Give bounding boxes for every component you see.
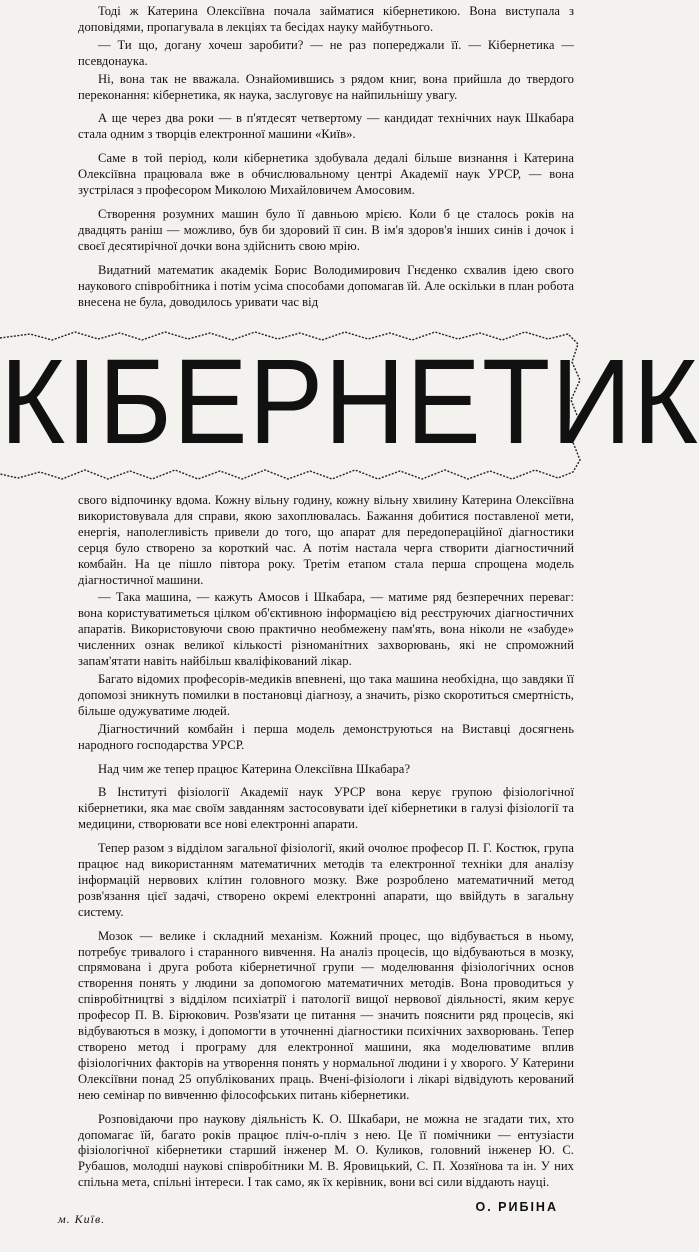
paragraph: Тоді ж Катерина Олексіївна почала займатися кібернетикою. Вона виступала з доповідями, пропагувала в лекціях та бесідах науку майбутнього. xyxy=(78,4,574,34)
article-column-bottom xyxy=(78,493,574,1193)
paragraph: Розповідаючи про наукову діяльність К. О. Шкабари, не можна не згадати тих, хто допомагає їй, багато років працює пліч-о-пліч з нею. Це її помічники — ентузіасти фізіологічної кібернетики старший інженер М. О. Куликов, головний інженер Ю. С. Рубашов, молодші наукові співробітники М. В. Яровицький, С. П. Хозяїнова та ін. У них спільна мета, спільні інтереси. І так само, як їх керівник, вони всі сили віддають науці. xyxy=(78,1111,574,1190)
paragraph: А ще через два роки — в п'ятдесят четвертому — кандидат технічних наук Шкабара стала одним з творців електронної машини «Київ». xyxy=(78,111,574,142)
article-column-top xyxy=(78,4,574,312)
paragraph: — Така машина, — кажуть Амосов і Шкабара, — матиме ряд безперечних переваг: вона користуватиметься цілком об'єктивною інформацією від реєструючих діагностичних апаратів. Використовуючи свою практично необмежену пам'ять, вона ніколи не «забуде» численних ознак великої кількості різноманітних захворювань, які не спроможний запам'ятати навіть найбільш кваліфікований лікар. xyxy=(78,590,574,669)
paragraph: свого відпочинку вдома. Кожну вільну годину, кожну вільну хвилину Катерина Олексіївна використовувала для справи, якою захоплювалась. Бажання добитися поставленої мети, енергія, наполегливість привели до того, що апарат для передопераційної діагностики серця було створено за короткий час. А потім настала черга створити діагностичний комбайн. На це пішло півтора року. Третім етапом стала перша спрощена модель діагностичної машини. xyxy=(78,493,574,587)
paragraph: Діагностичний комбайн і перша модель демонструються на Виставці досягнень народного господарства УРСР. xyxy=(78,721,574,752)
paragraph: В Інституті фізіології Академії наук УРСР вона керує групою фізіологічної кібернетики, яка має своїм завданням застосовувати ідеї кібернетики в галузі фізіології та медицини, створювати все нові електронні апарати. xyxy=(78,785,574,832)
paragraph: Ні, вона так не вважала. Ознайомившись з рядом книг, вона прийшла до твердого переконання: кібернетика, як наука, заслуговує на найпильнішу увагу. xyxy=(78,71,574,102)
paragraph: Створення розумних машин було її давньою мрією. Коли б це сталось років на двадцять раніш — можливо, був би здоровий її син. В ім'я здоров'я інших синів і дочок і своєї десятирічної дочки вона здійснить свою мрію. xyxy=(78,206,574,253)
paragraph: Саме в той період, коли кібернетика здобувала дедалі більше визнання і Катерина Олексіївна працювала вже в обчислювальному центрі Академії наук УРСР, — вона зустрілася з професором Миколою Михайловичем Амосовим. xyxy=(78,151,574,198)
paragraph: — Ти що, догану хочеш заробити? — не раз попереджали її. — Кібернетика — псевдонаука. xyxy=(78,37,574,68)
paragraph: Над чим же тепер працює Катерина Олексіївна Шкабара? xyxy=(98,761,411,776)
author-signature: О. РИБІНА xyxy=(475,1200,558,1214)
paragraph: Видатний математик академік Борис Володимирович Гнєденко схвалив ідею свого наукового співробітника і потім усіма способами допомагав їй. Але оскільки в план робота внесена не була, доводилось уривати час від xyxy=(78,262,574,309)
paragraph: Багато відомих професорів-медиків впевнені, що така машина необхідна, що завдяки її допомозі зникнуть помилки в постановці діагнозу, а значить, різко скоротиться смертність, більше одужуватиме людей. xyxy=(78,671,574,718)
paragraph: Мозок — велике і складний механізм. Кожний процес, що відбувається в ньому, потребує тривалого і старанного вивчення. На аналіз процесів, що відбуваються в мозку, спрямована і друга робота кібернетичної групи — моделювання фізіологічних основ створення понять у людини за допомогою математичних методів. Вона проводиться у співробітництві з відділом психіатрії і патології вищої нервової діяльності, яким керує професор П. В. Бірюкович. Розв'язати це питання — значить пояснити ряд процесів, які відбуваються в мозку, і допомогти в уточненні діагностики психічних захворювань. Тепер створено метод і програму для електронної машини, яка моделюватиме вплив фізіологічних факторів на утворення понять у нормальної людини і у хворого. У Катерини Олексіївни понад 25 опублікованих праць. Вчені-фізіологи і лікарі відвідують керований нею семінар по вивченню філософських питань кібернетики. xyxy=(78,928,574,1102)
place-line: м. Київ. xyxy=(58,1212,106,1226)
article-title: КІБЕРНЕТИК xyxy=(0,333,699,469)
paragraph: Тепер разом з відділом загальної фізіології, який очолює професор П. Г. Костюк, група працює над використанням математичних методів та електронної техніки для аналізу інформацій нервових клітин головного мозку. Вже розроблено математичний метод розв'язання цієї задачі, створено окремі електронні апарати, що ввійдуть в загальну систему. xyxy=(78,841,574,919)
